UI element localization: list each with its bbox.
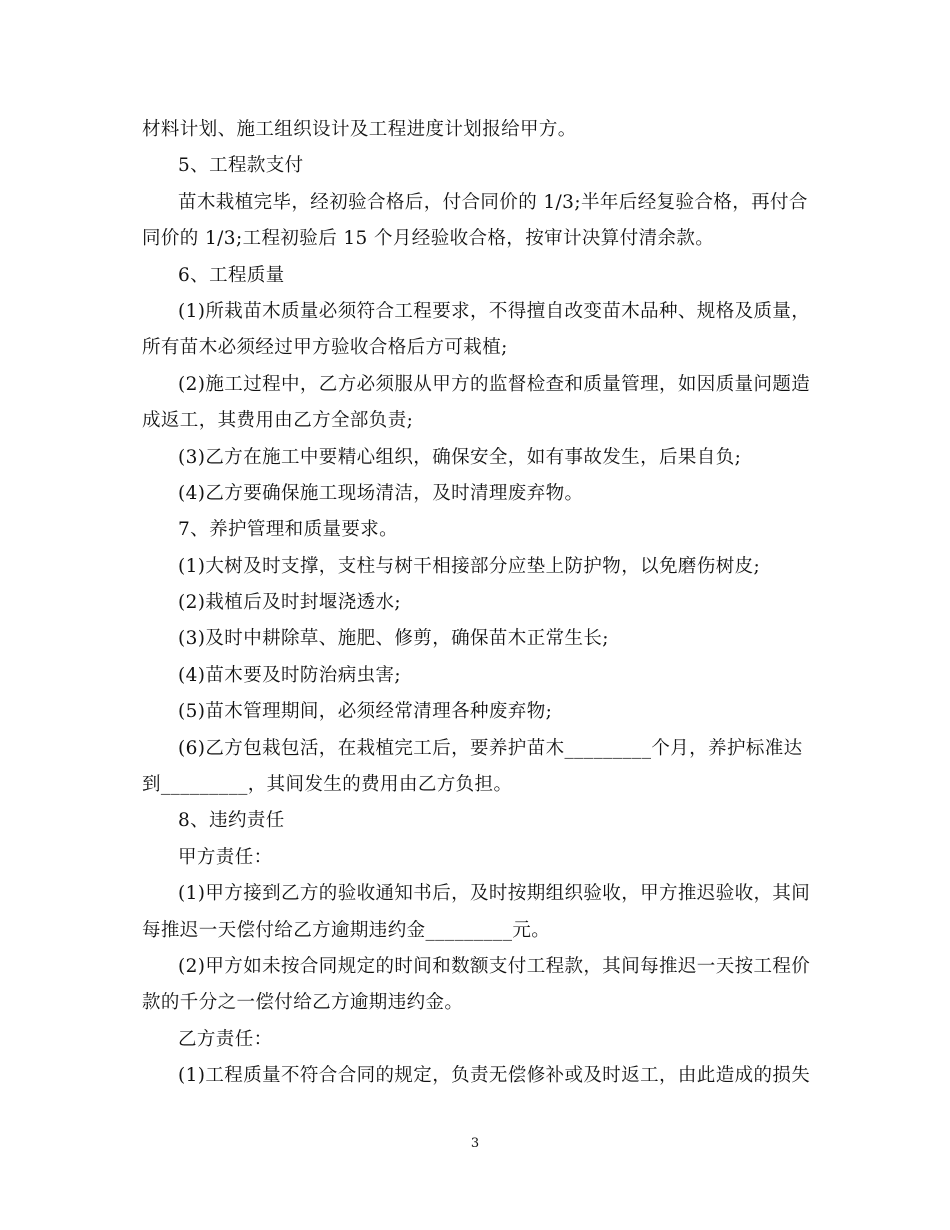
text-line: (3)乙方在施工中要精心组织，确保安全，如有事故发生，后果自负; bbox=[178, 446, 742, 468]
text-line: (1)大树及时支撑，支柱与树干相接部分应垫上防护物，以免磨伤树皮; bbox=[178, 555, 761, 577]
text-line: (2)栽植后及时封堰浇透水; bbox=[178, 592, 402, 614]
text-line: 款的千分之一偿付给乙方逾期违约金。 bbox=[142, 992, 464, 1014]
section-heading-maintenance: 7、养护管理和质量要求。 bbox=[178, 519, 399, 541]
text-line: (2)甲方如未按合同规定的时间和数额支付工程款，其间每推迟一天按工程价 bbox=[178, 955, 811, 977]
section-heading-payment: 5、工程款支付 bbox=[178, 155, 304, 177]
text-line: (1)所栽苗木质量必须符合工程要求，不得擅自改变苗木品种、规格及质量， bbox=[178, 300, 811, 322]
section-heading-breach: 8、违约责任 bbox=[178, 810, 285, 832]
text-line: (2)施工过程中，乙方必须服从甲方的监督检查和质量管理，如因质量问题造 bbox=[178, 373, 811, 395]
text-line: (1)甲方接到乙方的验收通知书后，及时按期组织验收，甲方推迟验收，其间 bbox=[178, 883, 811, 905]
text-line: 到_________，其间发生的费用由乙方负担。 bbox=[142, 774, 513, 796]
text-line: (6)乙方包栽包活，在栽植完工后，要养护苗木_________个月，养护标准达 bbox=[178, 737, 803, 759]
party-a-heading: 甲方责任： bbox=[178, 846, 273, 868]
text-line: 所有苗木必须经过甲方验收合格后方可栽植; bbox=[142, 337, 508, 359]
text-line: 同价的 1/3;工程初验后 15 个月经验收合格，按审计决算付清余款。 bbox=[142, 228, 715, 250]
section-heading-quality: 6、工程质量 bbox=[178, 264, 285, 286]
text-line: (3)及时中耕除草、施肥、修剪，确保苗木正常生长; bbox=[178, 628, 609, 650]
party-b-heading: 乙方责任： bbox=[178, 1028, 273, 1050]
text-line: 材料计划、施工组织设计及工程进度计划报给甲方。 bbox=[142, 119, 577, 140]
text-line: (5)苗木管理期间，必须经常清理各种废弃物; bbox=[178, 701, 553, 723]
text-line: 成返工，其费用由乙方全部负责; bbox=[142, 410, 414, 432]
text-line: 每推迟一天偿付给乙方逾期违约金_________元。 bbox=[142, 919, 551, 941]
text-line: 苗木栽植完毕，经初验合格后，付合同价的 1/3;半年后经复验合格，再付合 bbox=[178, 191, 808, 213]
text-line: (1)工程质量不符合合同的规定，负责无偿修补或及时返工，由此造成的损失 bbox=[178, 1065, 811, 1087]
text-line: (4)苗木要及时防治病虫害; bbox=[178, 664, 402, 686]
document-body bbox=[142, 112, 810, 1095]
text-line: (4)乙方要确保施工现场清洁，及时清理废弃物。 bbox=[178, 482, 584, 504]
page-number: 3 bbox=[470, 1136, 480, 1151]
